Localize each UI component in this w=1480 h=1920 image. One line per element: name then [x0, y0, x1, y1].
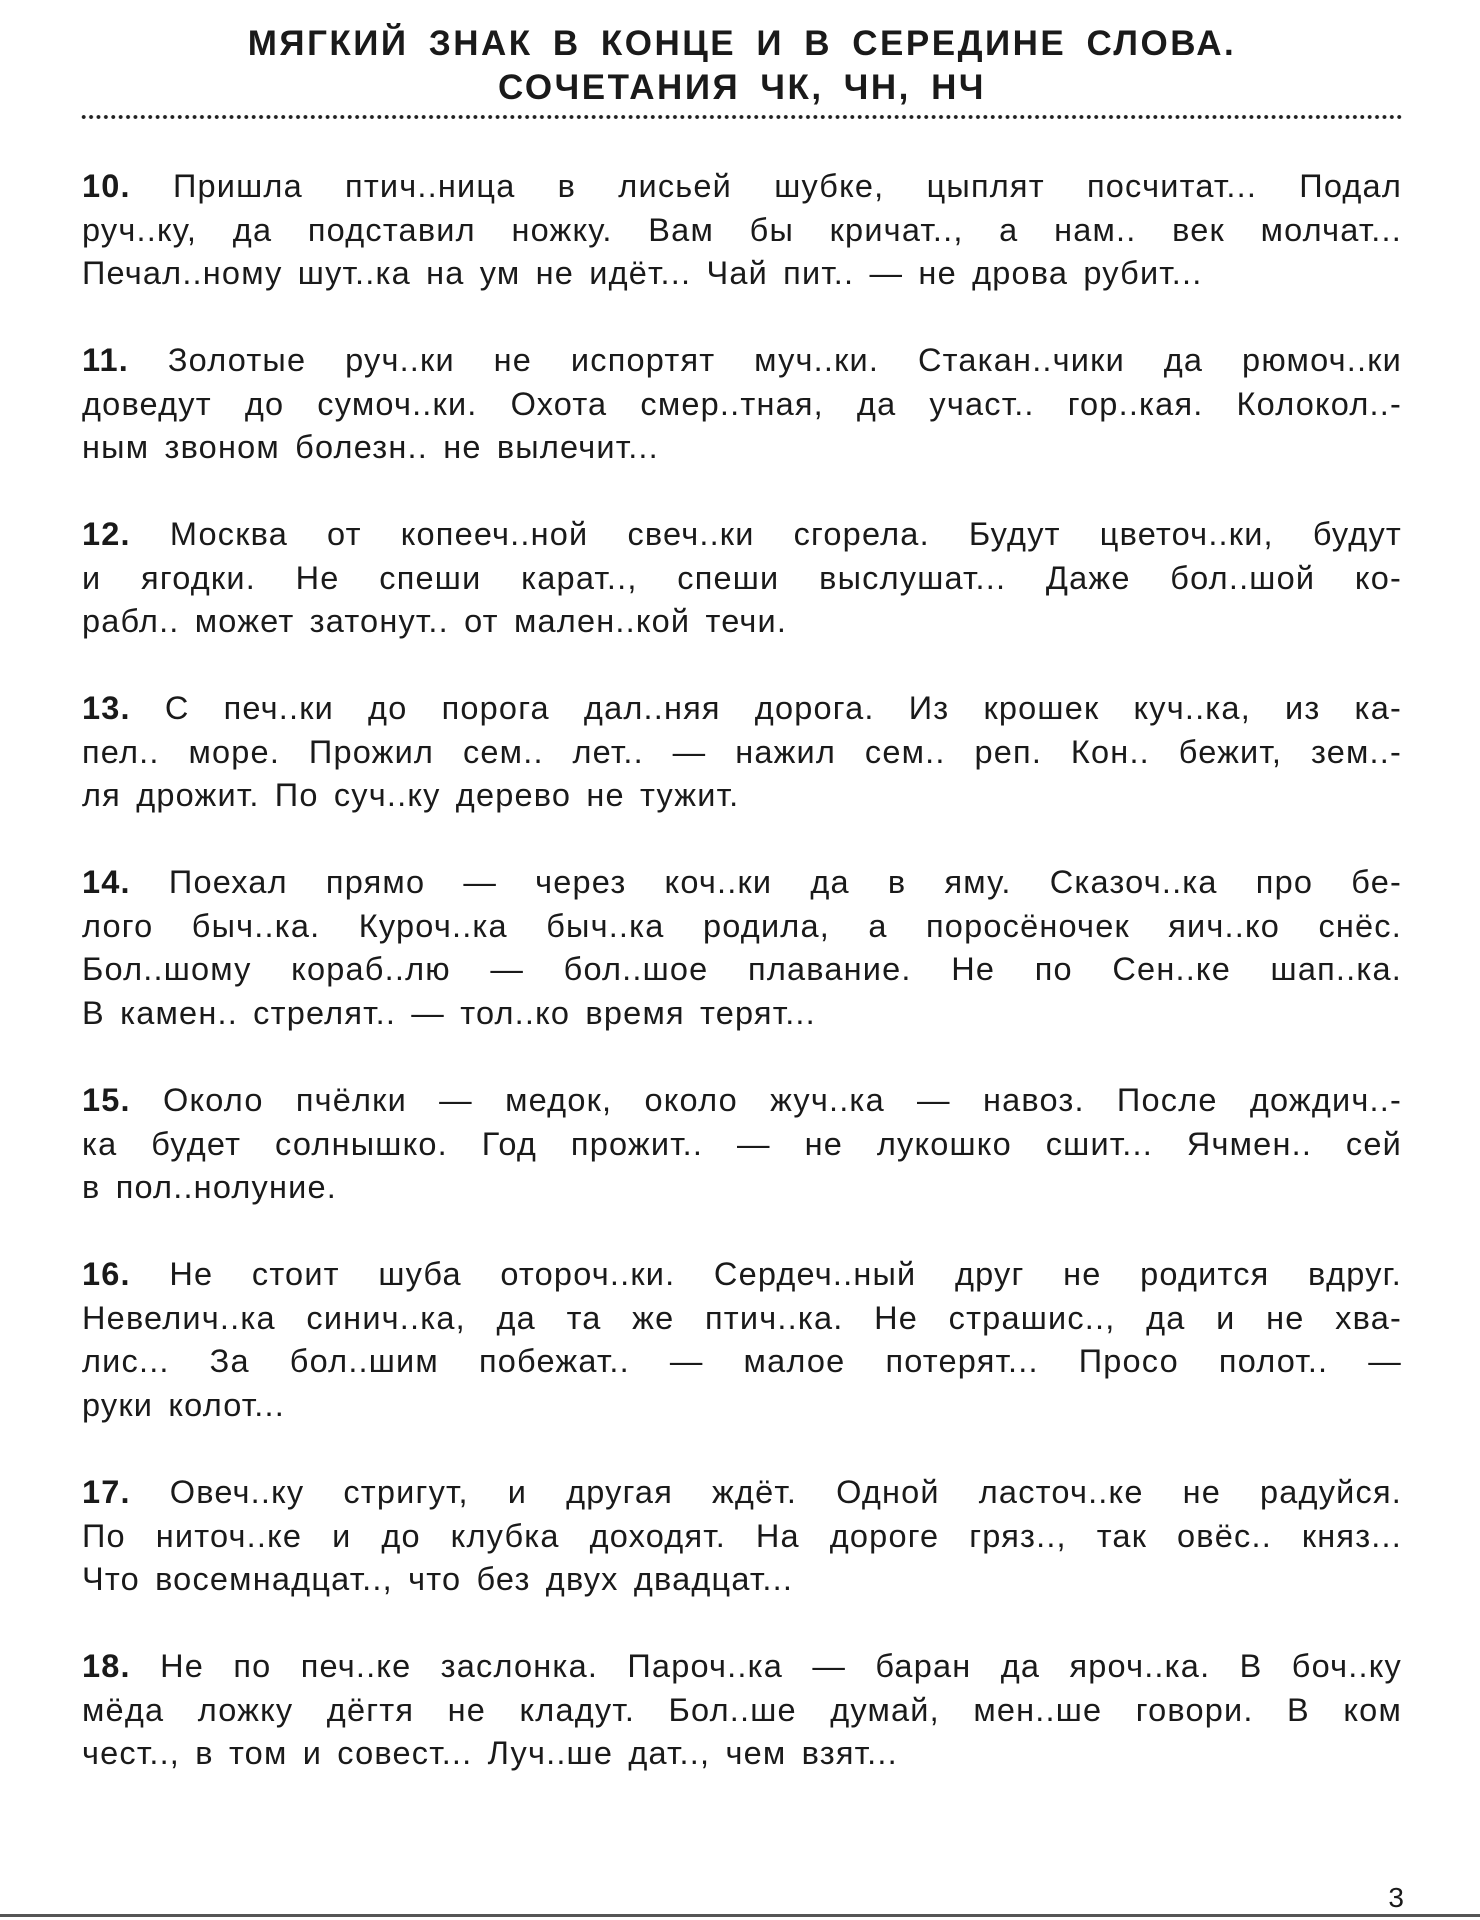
exercise-number: 16. — [82, 1256, 131, 1292]
page-number: 3 — [1388, 1882, 1404, 1913]
exercise-12 — [82, 513, 1402, 687]
exercise-text-line: лого быч..ка. Куроч..ка быч..ка родила, а поросёночек яич..ко снёс. — [82, 907, 1402, 944]
exercise-text-line: Около пчёлки — медок, около жуч..ка — навоз. После дождич..- — [130, 1082, 1402, 1118]
exercise-text-line: ка будет солнышко. Год прожит.. — не лукошко сшит... Ячмен.. сей — [82, 1125, 1402, 1162]
bottom-rule — [0, 1914, 1480, 1917]
exercise-10 — [82, 165, 1402, 339]
exercise-list — [82, 165, 1402, 1819]
exercise-number: 13. — [82, 690, 131, 726]
exercise-14 — [82, 861, 1402, 1079]
exercise-17 — [82, 1471, 1402, 1645]
exercise-text-line: Золотые руч..ки не испортят муч..ки. Стакан..чики да рюмоч..ки — [129, 342, 1402, 378]
exercise-text-line: ным звоном болезн.. не вылечит... — [82, 429, 659, 465]
exercise-text-line: Что восемнадцат.., что без двух двадцат... — [82, 1561, 794, 1597]
exercise-13 — [82, 687, 1402, 861]
page-heading — [82, 22, 1402, 110]
exercise-16 — [82, 1253, 1402, 1471]
exercise-text-line: ля дрожит. По суч..ку дерево не тужит. — [82, 777, 740, 813]
exercise-text-line: Овеч..ку стригут, и другая ждёт. Одной ласточ..ке не радуйся. — [130, 1474, 1402, 1510]
exercise-number: 18. — [82, 1648, 131, 1684]
exercise-number: 12. — [82, 516, 131, 552]
heading-line-1: МЯГКИЙ ЗНАК В КОНЦЕ И В СЕРЕДИНЕ СЛОВА. — [247, 24, 1237, 63]
exercise-text-line: Бол..шому кораб..лю — бол..шое плавание. Не по Сен..ке шап..ка. — [82, 951, 1402, 987]
exercise-text-line: В камен.. стрелят.. — тол..ко время терят... — [82, 994, 816, 1031]
exercise-text-line: руч..ку, да подставил ножку. Вам бы кричат.., а нам.. век молчат... — [82, 211, 1402, 248]
exercise-text-line: мёда ложку дёгтя не кладут. Бол..ше думай, мен..ше говори. В ком — [82, 1691, 1402, 1728]
dotted-separator — [80, 113, 1404, 121]
heading-line-2: СОЧЕТАНИЯ ЧК, ЧН, НЧ — [498, 68, 986, 107]
exercise-text-line: С печ..ки до порога дал..няя дорога. Из крошек куч..ка, из ка- — [130, 690, 1402, 726]
exercise-number: 14. — [82, 864, 131, 900]
exercise-text-line: Москва от копееч..ной свеч..ки сгорела. Будут цветоч..ки, будут — [130, 516, 1402, 552]
exercise-text-line: пел.. море. Прожил сем.. лет.. — нажил сем.. реп. Кон.. бежит, зем..- — [82, 733, 1402, 770]
exercise-text-line: Печал..ному шут..ка на ум не идёт... Чай пит.. — не дрова рубит... — [82, 255, 1203, 291]
exercise-number: 11. — [82, 342, 129, 378]
exercise-number: 10. — [82, 168, 131, 204]
exercise-text-line: в пол..нолуние. — [82, 1169, 338, 1205]
exercise-11 — [82, 339, 1402, 513]
exercise-text-line: Поехал прямо — через коч..ки да в яму. Сказоч..ка про бе- — [130, 864, 1402, 900]
exercise-18 — [82, 1645, 1402, 1819]
exercise-text-line: и ягодки. Не спеши карат.., спеши выслушат... Даже бол..шой ко- — [82, 559, 1402, 596]
exercise-number: 15. — [82, 1082, 131, 1118]
exercise-text-line: Пришла птич..ница в лисьей шубке, цыплят посчитат... Подал — [130, 168, 1402, 204]
exercise-number: 17. — [82, 1474, 131, 1510]
exercise-text-line: руки колот... — [82, 1386, 285, 1423]
exercise-15 — [82, 1079, 1402, 1253]
exercise-text-line: Невелич..ка синич..ка, да та же птич..ка. Не страшис.., да и не хва- — [82, 1299, 1402, 1336]
exercise-text-line: лис... За бол..шим побежат.. — малое потерят... Просо полот.. — — [82, 1343, 1402, 1379]
exercise-text-line: чест.., в том и совест... Луч..ше дат.., чем взят... — [82, 1735, 898, 1771]
exercise-text-line: рабл.. может затонут.. от мален..кой течи. — [82, 603, 788, 639]
exercise-text-line: доведут до сумоч..ки. Охота смер..тная, да участ.. гор..кая. Колокол..- — [82, 385, 1402, 422]
exercise-text-line: Не по печ..ке заслонка. Пароч..ка — баран да яроч..ка. В боч..ку — [130, 1648, 1402, 1684]
exercise-text-line: По ниточ..ке и до клубка доходят. На дороге гряз.., так овёс.. княз... — [82, 1517, 1402, 1554]
exercise-text-line: Не стоит шуба отороч..ки. Сердеч..ный друг не родится вдруг. — [130, 1256, 1402, 1292]
